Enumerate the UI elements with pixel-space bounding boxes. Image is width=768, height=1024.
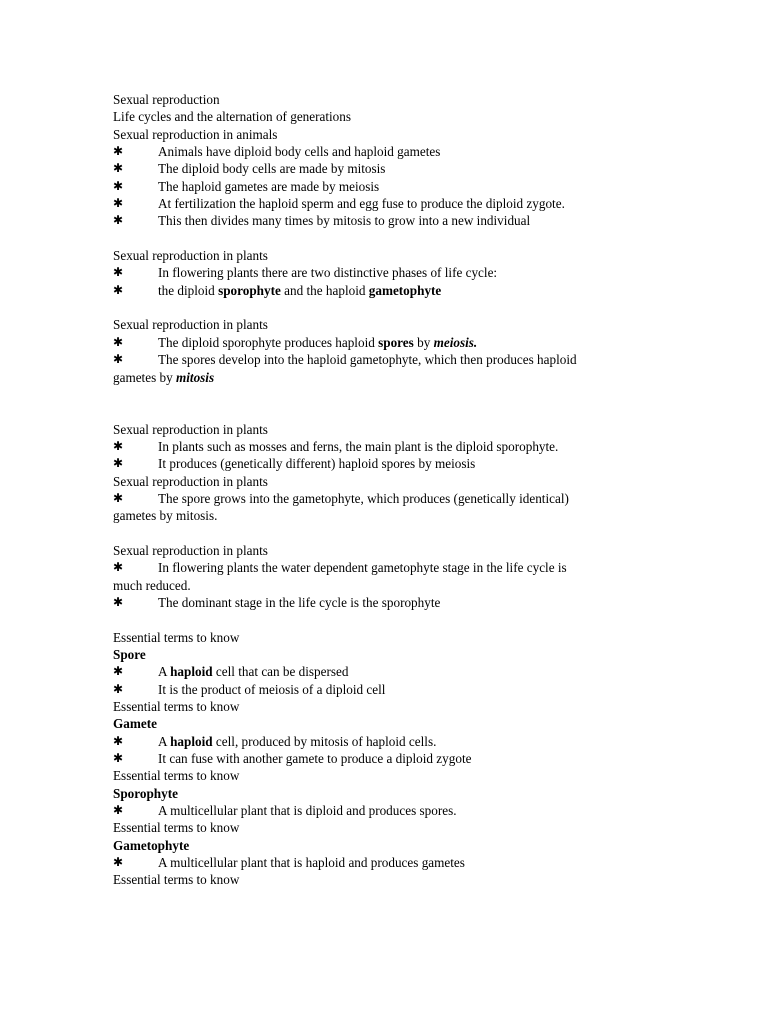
term-heading: Spore <box>113 647 146 662</box>
bullet-icon: ✱ <box>113 664 124 679</box>
bullet-icon: ✱ <box>113 196 124 211</box>
term-heading: Gametophyte <box>113 837 190 853</box>
list-item-continuation: gametes by mitosis <box>113 369 215 385</box>
bullet-icon: ✱ <box>113 803 124 818</box>
list-item: ✱ A multicellular plant that is diploid and produces spores. <box>113 803 457 819</box>
bullet-icon: ✱ <box>113 265 124 280</box>
document-title: Sexual reproduction <box>113 92 220 107</box>
bullet-icon: ✱ <box>113 733 124 748</box>
section-heading: Sexual reproduction in animals <box>113 126 278 142</box>
bullet-icon: ✱ <box>113 213 124 228</box>
list-item: ✱ The diploid body cells are made by mitosis <box>113 161 386 177</box>
list-item: ✱ At fertilization the haploid sperm and egg fuse to produce the diploid zygote. <box>113 196 565 212</box>
bullet-icon: ✱ <box>113 352 124 367</box>
list-item: ✱ The haploid gametes are made by meiosis <box>113 178 380 194</box>
bullet-icon: ✱ <box>113 456 124 471</box>
spacer <box>113 299 653 316</box>
list-item-continuation: much reduced. <box>113 577 191 593</box>
spacer <box>113 611 653 628</box>
spacer <box>113 386 653 421</box>
bullet-icon: ✱ <box>113 490 124 505</box>
list-item: ✱ It is the product of meiosis of a diploid cell <box>113 681 386 697</box>
bullet-icon: ✱ <box>113 855 124 870</box>
document-subtitle: Life cycles and the alternation of generations <box>113 109 352 125</box>
section-heading: Sexual reproduction in plants <box>113 421 268 437</box>
section-heading: Sexual reproduction in plants <box>113 317 268 333</box>
bullet-icon: ✱ <box>113 144 124 159</box>
list-item: ✱ Animals have diploid body cells and haploid gametes <box>113 144 441 160</box>
section-heading: Sexual reproduction in plants <box>113 542 268 558</box>
bullet-icon: ✱ <box>113 594 124 609</box>
list-item: ✱ The dominant stage in the life cycle is the sporophyte <box>113 594 441 610</box>
terms-label: Essential terms to know <box>113 820 240 836</box>
list-item: ✱ A haploid cell, produced by mitosis of haploid cells. <box>113 733 437 749</box>
terms-label: Essential terms to know <box>113 768 240 784</box>
terms-label: Essential terms to know <box>113 699 240 715</box>
list-item-continuation: gametes by mitosis. <box>113 508 218 524</box>
bullet-icon: ✱ <box>113 681 124 696</box>
terms-label: Essential terms to know <box>113 872 240 888</box>
list-item: ✱ In plants such as mosses and ferns, the main plant is the diploid sporophyte. <box>113 438 559 454</box>
list-item: ✱ A multicellular plant that is haploid and produces gametes <box>113 855 465 871</box>
bullet-icon: ✱ <box>113 334 124 349</box>
list-item: ✱ The spore grows into the gametophyte, which produces (genetically identical) <box>113 490 569 506</box>
list-item: ✱ It can fuse with another gamete to produce a diploid zygote <box>113 751 472 767</box>
bullet-icon: ✱ <box>113 282 124 297</box>
list-item: ✱ A haploid cell that can be dispersed <box>113 664 349 680</box>
spacer <box>113 230 653 247</box>
document-page <box>113 91 653 889</box>
section-heading: Sexual reproduction in plants <box>113 473 268 489</box>
bullet-icon: ✱ <box>113 161 124 176</box>
list-item: ✱ In flowering plants the water dependent gametophyte stage in the life cycle is <box>113 560 567 576</box>
section-heading: Sexual reproduction in plants <box>113 248 268 264</box>
list-item: ✱ the diploid sporophyte and the haploid gametophyte <box>113 282 442 298</box>
spacer <box>113 525 653 542</box>
list-item: ✱ The diploid sporophyte produces haploid spores by meiosis. <box>113 334 478 350</box>
list-item: ✱ This then divides many times by mitosis to grow into a new individual <box>113 213 531 229</box>
term-heading: Sporophyte <box>113 785 178 801</box>
list-item: ✱ The spores develop into the haploid gametophyte, which then produces haploid <box>113 352 577 368</box>
list-item: ✱ In flowering plants there are two distinctive phases of life cycle: <box>113 265 498 281</box>
bullet-icon: ✱ <box>113 438 124 453</box>
term-heading: Gamete <box>113 716 157 732</box>
terms-label: Essential terms to know <box>113 629 240 645</box>
bullet-icon: ✱ <box>113 560 124 575</box>
bullet-icon: ✱ <box>113 178 124 193</box>
bullet-icon: ✱ <box>113 751 124 766</box>
list-item: ✱ It produces (genetically different) haploid spores by meiosis <box>113 456 476 472</box>
